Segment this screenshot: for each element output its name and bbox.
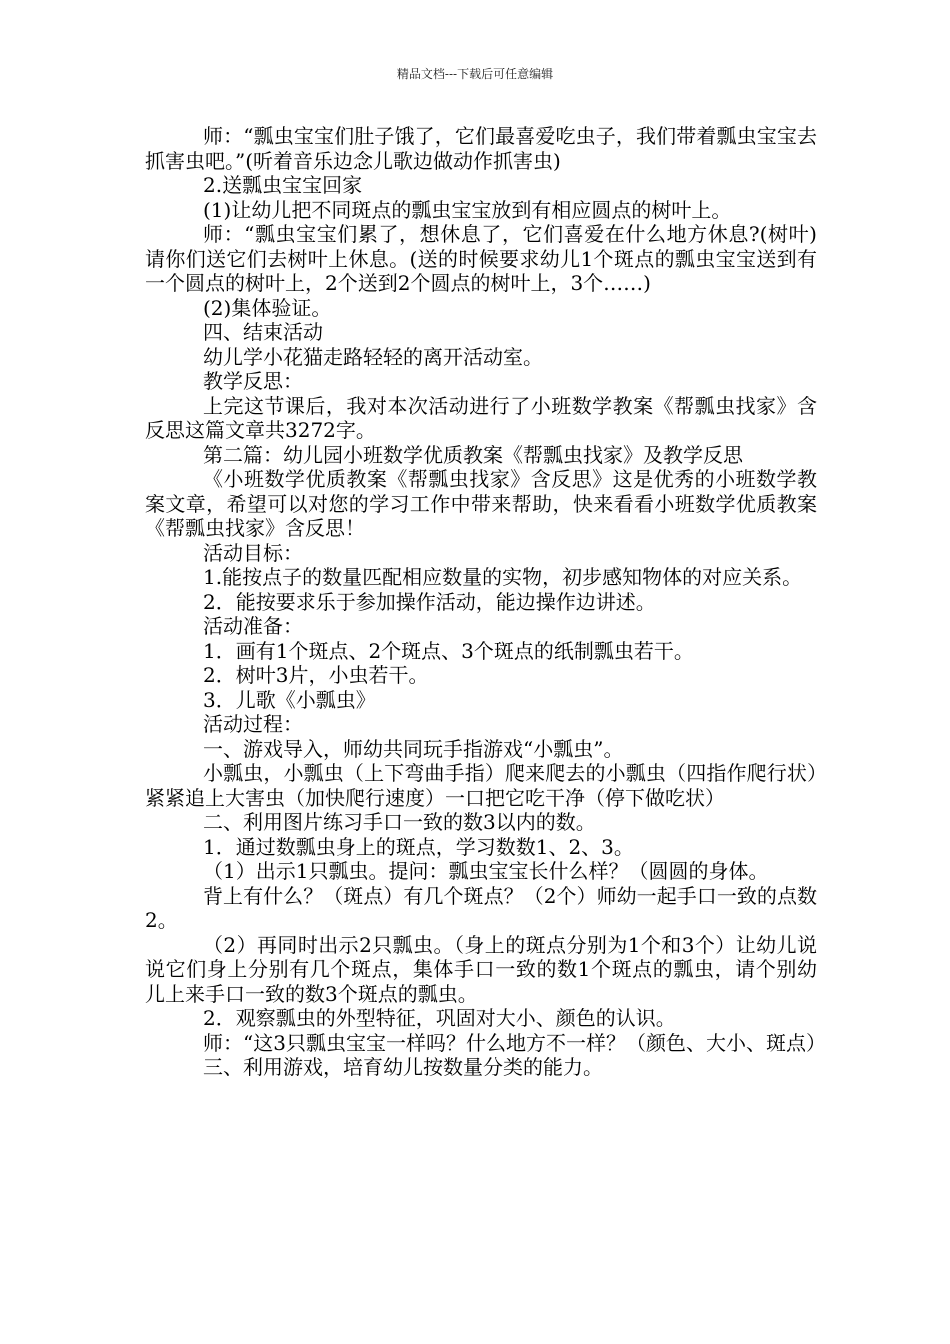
paragraph-13: 1.能按点子的数量匹配相应数量的实物，初步感知物体的对应关系。 [203,565,803,589]
paragraph-10: 第二篇：幼儿园小班数学优质教案《帮瓢虫找家》及教学反思 [203,442,743,467]
paragraph-6: 四、结束活动 [203,320,323,344]
paragraph-18: 3．儿歌《小瓢虫》 [203,687,376,712]
paragraph-23: 1．通过数瓢虫身上的斑点，学习数数1、2、3。 [203,834,634,859]
paragraph-22: 二、利用图片练习手口一致的数3以内的数。 [203,810,596,834]
paragraph-7: 幼儿学小花猫走路轻轻的离开活动室。 [203,344,543,369]
paragraph-20: 一、游戏导入，师幼共同玩手指游戏“小瓢虫”。 [203,736,624,761]
paragraph-16: 1．画有1个斑点、2个斑点、3个斑点的纸制瓢虫若干。 [203,638,694,663]
paragraph-15: 活动准备： [203,614,303,638]
paragraph-28: 师：“这3只瓢虫宝宝一样吗？什么地方不一样？（颜色、大小、斑点） [203,1030,826,1055]
paragraph-27: 2．观察瓢虫的外型特征，巩固对大小、颜色的认识。 [203,1006,676,1030]
paragraph-4: 师：“瓢虫宝宝们累了，想休息了，它们喜爱在什么地方休息?(树叶)请你们送它们去树叶上休息。(送的时候要求幼儿1个斑点的瓢虫宝宝送到有一个圆点的树叶上，2个送到2个圆点的树叶上，3个……) [145,222,817,295]
document-body [145,124,826,1080]
paragraph-19: 活动过程： [203,712,303,736]
paragraph-14: 2．能按要求乐于参加操作活动，能边操作边讲述。 [203,589,656,614]
paragraph-9: 上完这节课后，我对本次活动进行了小班数学教案《帮瓢虫找家》含反思这篇文章共3272字。 [145,393,817,442]
page-header: 精品文档---下载后可任意编辑 [396,67,554,81]
paragraph-26: （2）再同时出示2只瓢虫。（身上的斑点分别为1个和3个）让幼儿说说它们身上分别有几个斑点，集体手口一致的数1个斑点的瓢虫，请个别幼儿上来手口一致的数3个斑点的瓢虫。 [145,932,817,1006]
paragraph-21: 小瓢虫，小瓢虫（上下弯曲手指）爬来爬去的小瓢虫（四指作爬行状）紧紧追上大害虫（加快爬行速度）一口把它吃干净（停下做吃状） [145,761,817,810]
paragraph-17: 2．树叶3片，小虫若干。 [203,663,429,687]
paragraph-8: 教学反思： [203,369,303,393]
paragraph-25: 背上有什么？（斑点）有几个斑点？（2个）师幼一起手口一致的点数2。 [145,883,817,932]
paragraph-29: 三、利用游戏，培育幼儿按数量分类的能力。 [203,1055,603,1079]
paragraph-5: (2)集体验证。 [203,295,332,320]
paragraph-11: 《小班数学优质教案《帮瓢虫找家》含反思》这是优秀的小班数学教案文章，希望可以对您的学习工作中带来帮助，快来看看小班数学优质教案《帮瓢虫找家》含反思！ [145,467,817,540]
paragraph-3: (1)让幼儿把不同斑点的瓢虫宝宝放到有相应圆点的树叶上。 [203,197,732,222]
paragraph-24: （1）出示1只瓢虫。提问：瓢虫宝宝长什么样？（圆圆的身体。 [203,859,769,883]
paragraph-12: 活动目标： [203,540,303,565]
paragraph-2: 2.送瓢虫宝宝回家 [203,173,363,197]
paragraph-1: 师：“瓢虫宝宝们肚子饿了，它们最喜爱吃虫子，我们带着瓢虫宝宝去抓害虫吧。”(听着音乐边念儿歌边做动作抓害虫) [145,124,817,173]
